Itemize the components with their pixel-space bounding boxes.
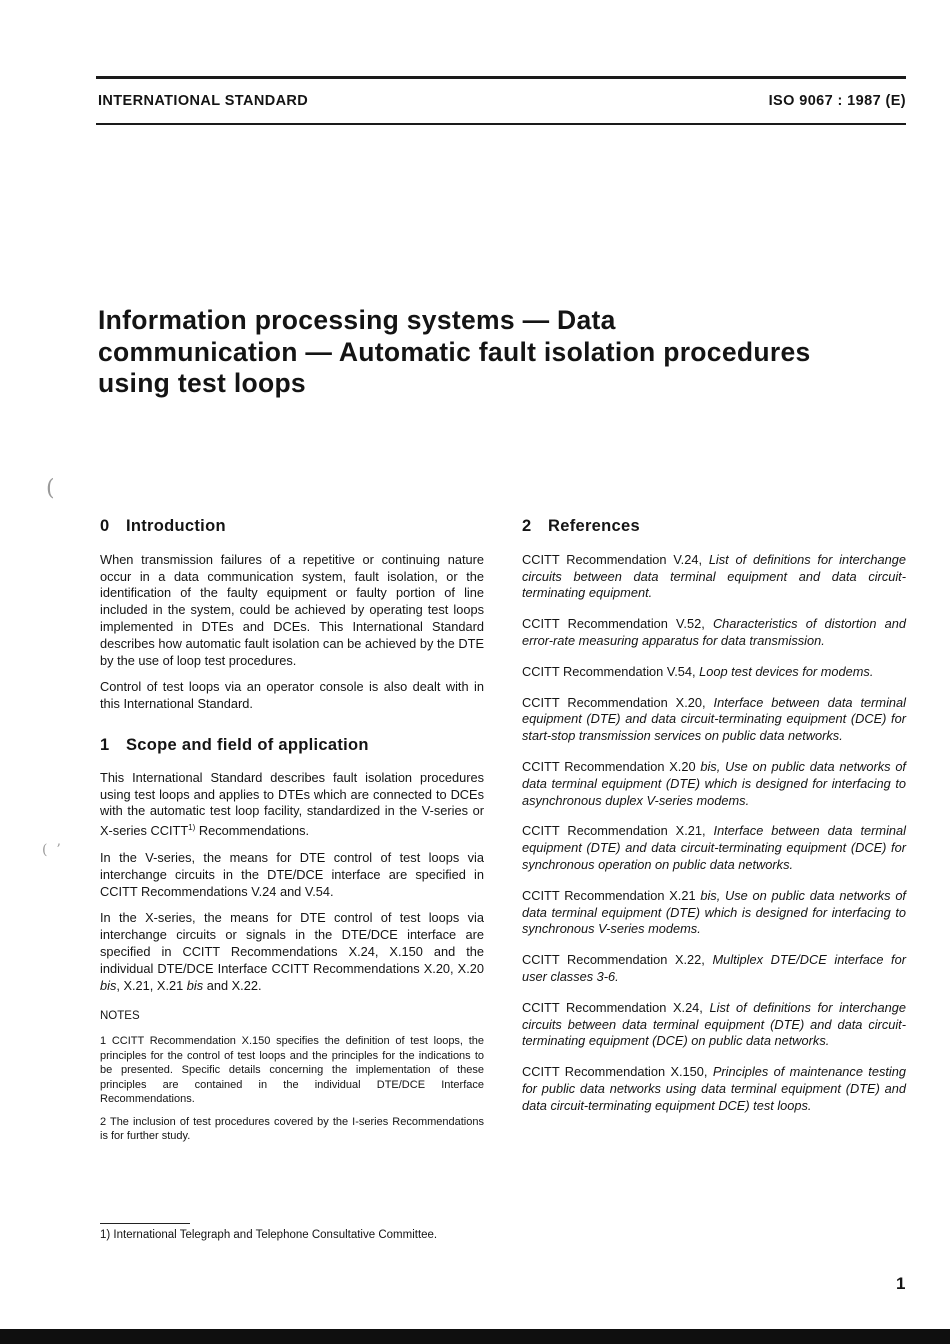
reference-list bbox=[522, 552, 906, 1115]
scope-paragraph: In the X-series, the means for DTE control of test loops via interchange circuits or signals in the DTE/DCE interface are specified in CCITT Recommendations X.24, X.150 and the individual DTE/DCE Interface CCITT Recommendations X.20, X.20 bis, X.21, X.21 bis and X.22. bbox=[100, 910, 484, 993]
section-1-heading bbox=[100, 737, 484, 754]
reference-item: CCITT Recommendation V.54, Loop test devices for modems. bbox=[522, 663, 874, 679]
section-0-heading bbox=[100, 518, 484, 535]
document-title: Information processing systems — Data communication — Automatic fault isolation procedures using test loops bbox=[98, 305, 811, 398]
header-right: ISO 9067 : 1987 (E) bbox=[768, 93, 906, 109]
header-top-rule bbox=[96, 76, 906, 79]
scope-paragraph: This International Standard describes fault isolation procedures using test loops and applies to DTEs which are connected to DCEs with the automatic test loop facility, standardized in the V-series or X-series CCITT$^{1)}$ Recommendations. bbox=[100, 769, 484, 839]
intro-paragraph: Control of test loops via an operator console is also dealt with in this International Standard. bbox=[100, 679, 484, 712]
scope-paragraph: In the V-series, the means for DTE control of test loops via interchange circuits in the DTE/DCE interface are specified in CCITT Recommendations V.24 and V.54. bbox=[100, 849, 484, 899]
margin-mark: ( bbox=[46, 476, 55, 501]
left-column bbox=[100, 518, 484, 1144]
section-2-heading bbox=[522, 518, 906, 535]
reference-item: CCITT Recommendation X.20 bis, Use on public data networks of data terminal equipment (DTE) which is designed for interfacing to asynchronous duplex V-series modems. bbox=[522, 758, 906, 808]
intro-paragraph: When transmission failures of a repetitive or continuing nature occur in a data communication system, fault isolation, or the identification of the faulty equipment or faulty portion of line included in the system, could be achieved by operating test loops implemented in DTEs and DCEs. This International Standard describes how automatic fault isolation can be achieved by the DTE by the use of loop test procedures. bbox=[100, 551, 484, 668]
section-number: 1 bbox=[100, 735, 110, 754]
reference-item: CCITT Recommendation X.21, Interface between data terminal equipment (DTE) and data circuit-terminating equipment (DCE) for synchronous operation on public data networks. bbox=[522, 823, 906, 872]
footnote-ref: 1) bbox=[188, 823, 196, 833]
note: 1 CCITT Recommendation X.150 specifies the definition of test loops, the principles for the control of test loops and the principles for the indications to be presented. Specific details concerning the implementation of these principles are contained in the individual DTE/DCE Interface Recommendations. bbox=[100, 1035, 484, 1106]
reference-item: CCITT Recommendation X.22, Multiplex DTE/DCE interface for user classes 3-6. bbox=[522, 952, 906, 984]
reference-item: CCITT Recommendation X.150, Principles of maintenance testing for public data networks using data terminal equipment (DTE) and data circuit-terminating equipment DCE) test loops. bbox=[522, 1064, 907, 1113]
section-title: Scope and field of application bbox=[126, 735, 369, 754]
section-number: 2 bbox=[522, 517, 532, 535]
reference-item: CCITT Recommendation X.20, Interface between data terminal equipment (DTE) and data circuit-terminating equipment (DCE) for start-stop transmission services on public data networks. bbox=[522, 694, 906, 744]
reference-item: CCITT Recommendation X.24, List of definitions for interchange circuits between data terminal equipment (DTE) and data circuit-terminating equipment (DCE) on public data networks. bbox=[522, 999, 906, 1049]
notes-label: NOTES bbox=[100, 1010, 140, 1023]
section-number: 0 bbox=[100, 517, 110, 535]
note: 2 The inclusion of test procedures covered by the I-series Recommendations is for further study. bbox=[100, 1115, 484, 1143]
reference-item: CCITT Recommendation V.24, List of definitions for interchange circuits between data terminal equipment and data circuit-terminating equipment. bbox=[522, 551, 906, 601]
footnote-rule bbox=[100, 1223, 190, 1224]
header-left: INTERNATIONAL STANDARD bbox=[98, 93, 309, 109]
reference-item: CCITT Recommendation V.52, Characteristics of distortion and error-rate measuring apparatus for data transmission. bbox=[522, 616, 906, 648]
reference-item: CCITT Recommendation X.21 bis, Use on public data networks of data terminal equipment (DTE) which is designed for interfacing to synchronous V-series modems. bbox=[522, 887, 906, 937]
scan-bottom-edge bbox=[0, 1329, 950, 1344]
right-column bbox=[522, 518, 906, 1115]
footnote: 1) International Telegraph and Telephone Consultative Committee. bbox=[100, 1229, 438, 1241]
page-number: 1 bbox=[896, 1274, 906, 1293]
margin-mark: ( ’ bbox=[42, 842, 61, 858]
section-title: References bbox=[548, 517, 640, 535]
section-title: Introduction bbox=[126, 517, 226, 535]
header-bottom-rule bbox=[96, 123, 906, 125]
